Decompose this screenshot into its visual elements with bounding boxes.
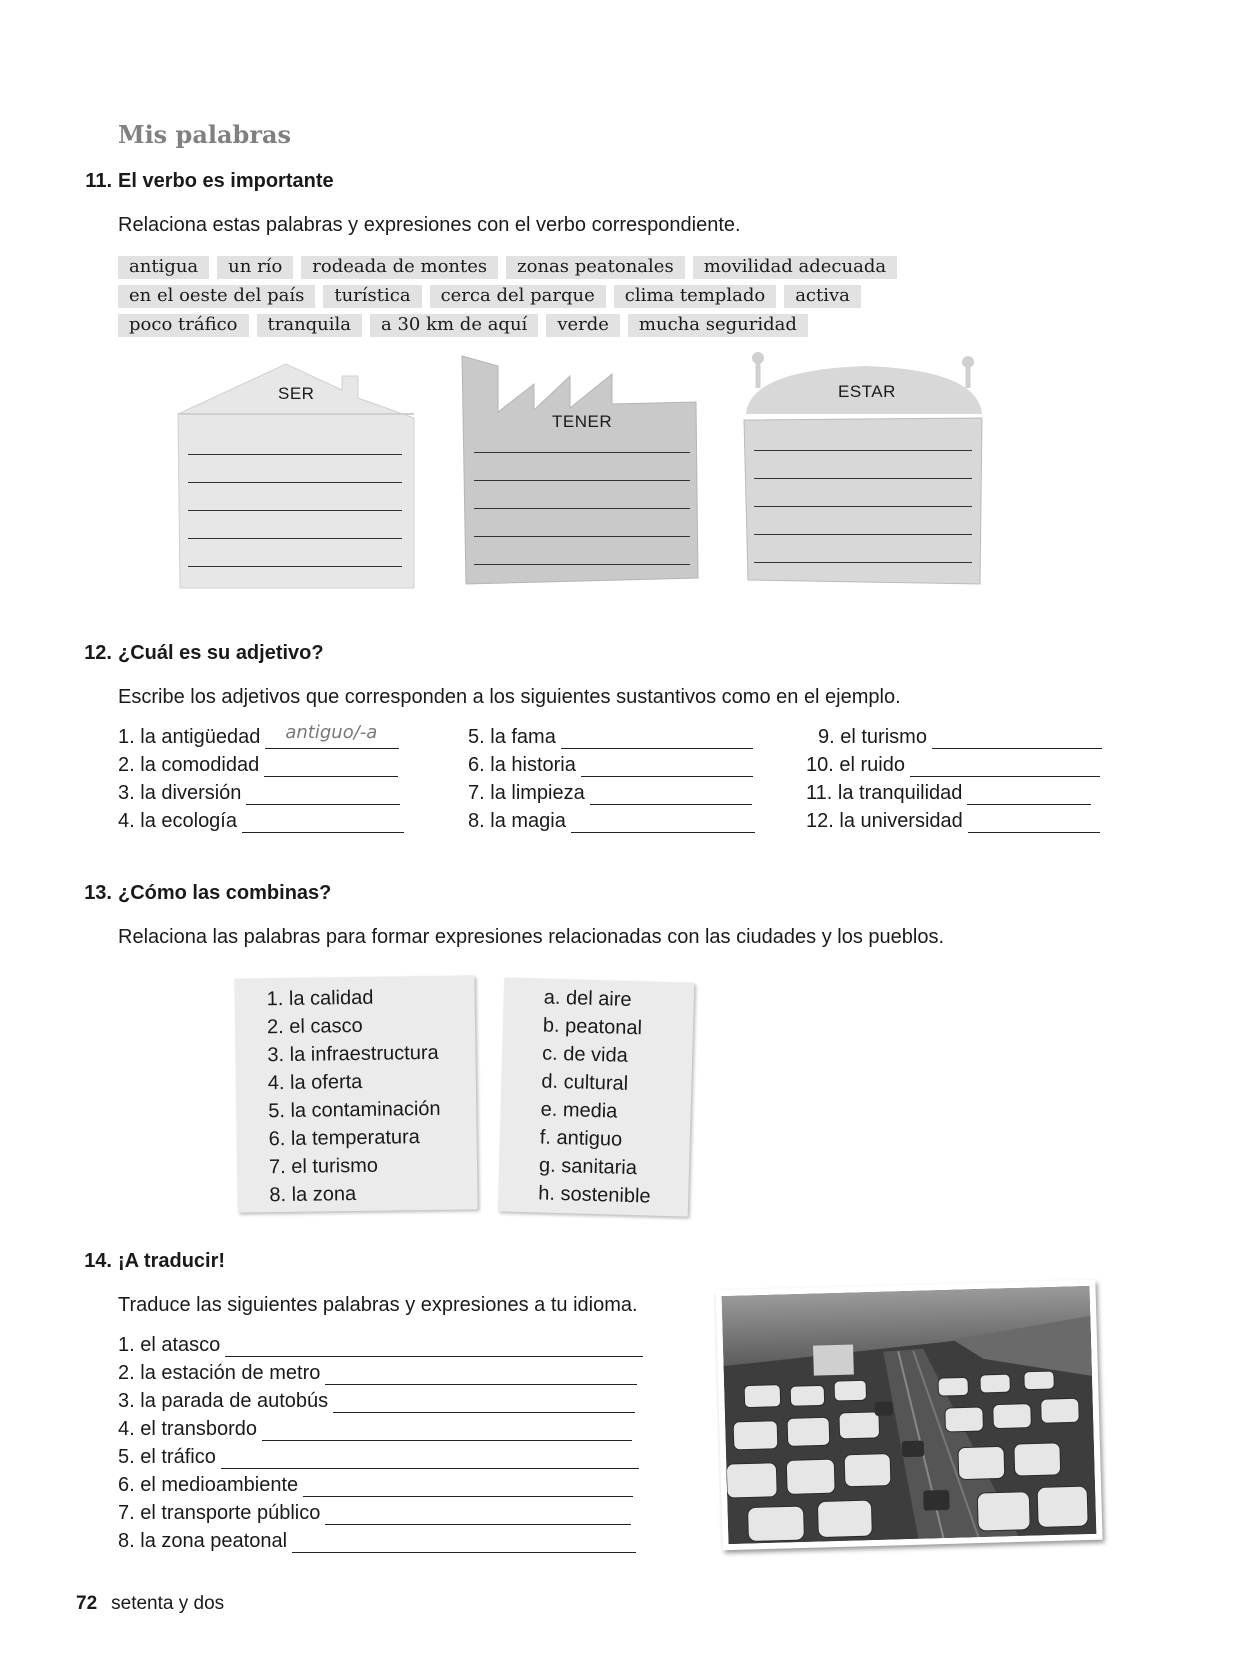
answer-line[interactable] — [188, 454, 402, 455]
item-number: 6. — [118, 1474, 135, 1496]
word-chip: cerca del parque — [430, 285, 606, 308]
answer-blank[interactable] — [333, 1392, 635, 1413]
exercise-number: 13. — [84, 882, 112, 904]
item-word: la universidad — [839, 810, 963, 832]
chip-row — [118, 285, 938, 308]
section-title: Mis palabras — [118, 120, 292, 149]
word-chip: poco tráfico — [118, 314, 249, 337]
answer-line[interactable] — [754, 534, 972, 535]
match-item[interactable]: 2. el casco — [266, 1014, 363, 1039]
translate-item — [118, 1362, 637, 1385]
item-number: 12. — [806, 810, 834, 832]
exercise-number: 14. — [84, 1250, 112, 1272]
building-label[interactable]: SER — [278, 384, 315, 403]
match-item[interactable]: 5. la contaminación — [268, 1097, 441, 1123]
answer-blank[interactable] — [967, 784, 1091, 805]
adjective-item — [806, 810, 1100, 833]
answer-line[interactable] — [754, 450, 972, 451]
adjective-item — [118, 754, 398, 777]
match-item[interactable]: e. media — [540, 1098, 618, 1123]
answer-blank[interactable] — [581, 756, 753, 777]
adjective-item — [468, 782, 752, 805]
exercise-title: ¿Cómo las combinas? — [118, 882, 332, 904]
answer-blank[interactable] — [571, 812, 755, 833]
answer-line[interactable] — [754, 478, 972, 479]
item-number: 11. — [806, 782, 833, 804]
translate-item — [118, 1502, 631, 1525]
item-word: el tráfico — [140, 1446, 216, 1468]
exercise-14-heading — [84, 1250, 226, 1273]
item-word: el transbordo — [140, 1418, 257, 1440]
page-footer — [76, 1593, 224, 1615]
exercise-title: ¡A traducir! — [118, 1250, 226, 1272]
exercise-title: ¿Cuál es su adjetivo? — [118, 642, 324, 664]
word-chip: antigua — [118, 256, 209, 279]
exercise-11-heading — [85, 170, 334, 193]
item-word: el ruido — [839, 754, 905, 776]
answer-line[interactable] — [754, 562, 972, 563]
exercise-12-instruction: Escribe los adjetivos que corresponden a los siguientes sustantivos como en el ejemplo. — [118, 686, 901, 708]
exercise-11-instruction: Relaciona estas palabras y expresiones con el verbo correspondiente. — [118, 214, 741, 236]
answer-blank[interactable] — [242, 812, 404, 833]
match-item[interactable]: a. del aire — [543, 986, 632, 1011]
item-word: la diversión — [140, 782, 242, 804]
answer-blank[interactable] — [225, 1336, 643, 1357]
adjective-item — [806, 754, 1100, 777]
exercise-12-heading — [84, 642, 324, 665]
building-label[interactable]: TENER — [552, 412, 613, 431]
match-item[interactable]: 7. el turismo — [268, 1154, 379, 1179]
item-word: la historia — [490, 754, 576, 776]
answer-blank[interactable] — [910, 756, 1100, 777]
item-number: 9. — [818, 726, 835, 748]
item-number: 7. — [118, 1502, 135, 1524]
item-word: la zona peatonal — [140, 1530, 288, 1552]
answer-blank[interactable] — [246, 784, 400, 805]
adjective-item — [806, 782, 1091, 805]
answer-blank[interactable] — [221, 1448, 639, 1469]
match-card-left — [234, 975, 477, 1212]
answer-blank[interactable] — [325, 1364, 637, 1385]
match-item[interactable]: h. sostenible — [537, 1182, 651, 1208]
exercise-number: 12. — [84, 642, 112, 664]
exercise-13-instruction: Relaciona las palabras para formar expresiones relacionadas con las ciudades y los pueblos. — [118, 926, 945, 948]
adjective-item — [118, 722, 399, 749]
word-chip: tranquila — [257, 314, 363, 337]
answer-line[interactable] — [474, 564, 690, 565]
traffic-photo-image — [722, 1286, 1097, 1544]
answer-line[interactable] — [188, 566, 402, 567]
match-item[interactable]: 6. la temperatura — [268, 1126, 420, 1151]
answer-blank[interactable] — [590, 784, 752, 805]
item-word: la parada de autobús — [140, 1390, 329, 1412]
item-number: 2. — [118, 754, 135, 776]
item-number: 7. — [468, 782, 485, 804]
adjective-item — [818, 726, 1102, 749]
item-number: 6. — [468, 754, 485, 776]
item-number: 3. — [118, 1390, 135, 1412]
traffic-jam-photo — [715, 1280, 1102, 1551]
match-card-right — [498, 977, 694, 1216]
item-word: el turismo — [840, 726, 927, 748]
item-word: la tranquilidad — [837, 782, 963, 804]
translate-item — [118, 1530, 636, 1553]
item-number: 1. — [118, 726, 135, 748]
item-number: 10. — [806, 754, 834, 776]
example-answer: antiguo/-a — [285, 722, 378, 743]
answer-line[interactable] — [188, 510, 402, 511]
exercise-13-heading — [84, 882, 332, 905]
answer-blank[interactable] — [561, 728, 753, 749]
word-chip: un río — [217, 256, 293, 279]
exercise-14-instruction: Traduce las siguientes palabras y expresiones a tu idioma. — [118, 1294, 638, 1316]
item-number: 4. — [118, 1418, 135, 1440]
item-number: 1. — [118, 1334, 135, 1356]
answer-blank[interactable] — [325, 1504, 631, 1525]
factory-shape — [458, 354, 704, 590]
match-item[interactable]: c. de vida — [541, 1042, 629, 1067]
word-chip: mucha seguridad — [628, 314, 808, 337]
item-word: la magia — [490, 810, 566, 832]
translate-item — [118, 1418, 632, 1441]
answer-blank[interactable] — [262, 1420, 632, 1441]
chip-row — [118, 256, 938, 279]
word-chip: zonas peatonales — [506, 256, 685, 279]
adjective-item — [468, 726, 753, 749]
match-item[interactable]: d. cultural — [541, 1070, 629, 1095]
match-item[interactable]: g. sanitaria — [538, 1154, 638, 1180]
exercise-title: El verbo es importante — [118, 170, 334, 192]
answer-line[interactable] — [188, 538, 402, 539]
answer-line[interactable] — [474, 508, 690, 509]
item-word: la ecología — [140, 810, 237, 832]
word-chip: a 30 km de aquí — [370, 314, 538, 337]
answer-blank[interactable] — [968, 812, 1100, 833]
page-number: 72 — [76, 1593, 98, 1614]
word-chips — [118, 256, 938, 343]
adjective-item — [468, 754, 753, 777]
match-item[interactable]: 3. la infraestructura — [267, 1041, 439, 1067]
word-chip: turística — [323, 285, 421, 308]
item-word: el medioambiente — [140, 1474, 299, 1496]
match-item[interactable]: f. antiguo — [539, 1126, 623, 1151]
item-number: 4. — [118, 810, 135, 832]
translate-item — [118, 1446, 639, 1469]
translate-item — [118, 1334, 643, 1357]
item-number: 5. — [468, 726, 485, 748]
item-word: el atasco — [140, 1334, 221, 1356]
item-number: 2. — [118, 1362, 135, 1384]
adjective-item — [468, 810, 755, 833]
item-word: la limpieza — [490, 782, 585, 804]
word-chip: rodeada de montes — [301, 256, 498, 279]
match-item[interactable]: 8. la zona — [269, 1183, 357, 1207]
word-chip: clima templado — [614, 285, 776, 308]
translate-item — [118, 1474, 633, 1497]
item-number: 8. — [118, 1530, 135, 1552]
answer-blank[interactable] — [932, 728, 1102, 749]
answer-line[interactable] — [474, 536, 690, 537]
item-word: la fama — [490, 726, 556, 748]
item-word: el transporte público — [140, 1502, 321, 1524]
building-estar — [742, 352, 988, 588]
item-word: la antigüedad — [140, 726, 261, 748]
match-item[interactable]: b. peatonal — [542, 1014, 643, 1040]
item-number: 5. — [118, 1446, 135, 1468]
item-number: 3. — [118, 782, 135, 804]
answer-line[interactable] — [188, 482, 402, 483]
adjective-item — [118, 810, 404, 833]
word-chip: en el oeste del país — [118, 285, 315, 308]
answer-line[interactable] — [474, 480, 690, 481]
answer-blank[interactable] — [264, 756, 398, 777]
translate-item — [118, 1390, 635, 1413]
answer-blank[interactable] — [303, 1476, 633, 1497]
exercise-number: 11. — [85, 170, 112, 192]
match-item[interactable]: 1. la calidad — [266, 986, 374, 1011]
chip-row — [118, 314, 938, 337]
answer-blank[interactable] — [292, 1532, 636, 1553]
item-word: la comodidad — [140, 754, 260, 776]
item-word: la estación de metro — [140, 1362, 321, 1384]
word-chip: movilidad adecuada — [693, 256, 897, 279]
word-chip: verde — [546, 314, 620, 337]
page-number-words: setenta y dos — [111, 1593, 225, 1614]
building-ser — [174, 362, 420, 592]
answer-line[interactable] — [754, 506, 972, 507]
building-label[interactable]: ESTAR — [838, 382, 896, 401]
item-number: 8. — [468, 810, 485, 832]
building-tener — [458, 354, 704, 590]
adjective-item — [118, 782, 400, 805]
match-item[interactable]: 4. la oferta — [267, 1070, 363, 1095]
answer-blank[interactable] — [265, 722, 399, 749]
answer-line[interactable] — [474, 452, 690, 453]
word-chip: activa — [784, 285, 861, 308]
